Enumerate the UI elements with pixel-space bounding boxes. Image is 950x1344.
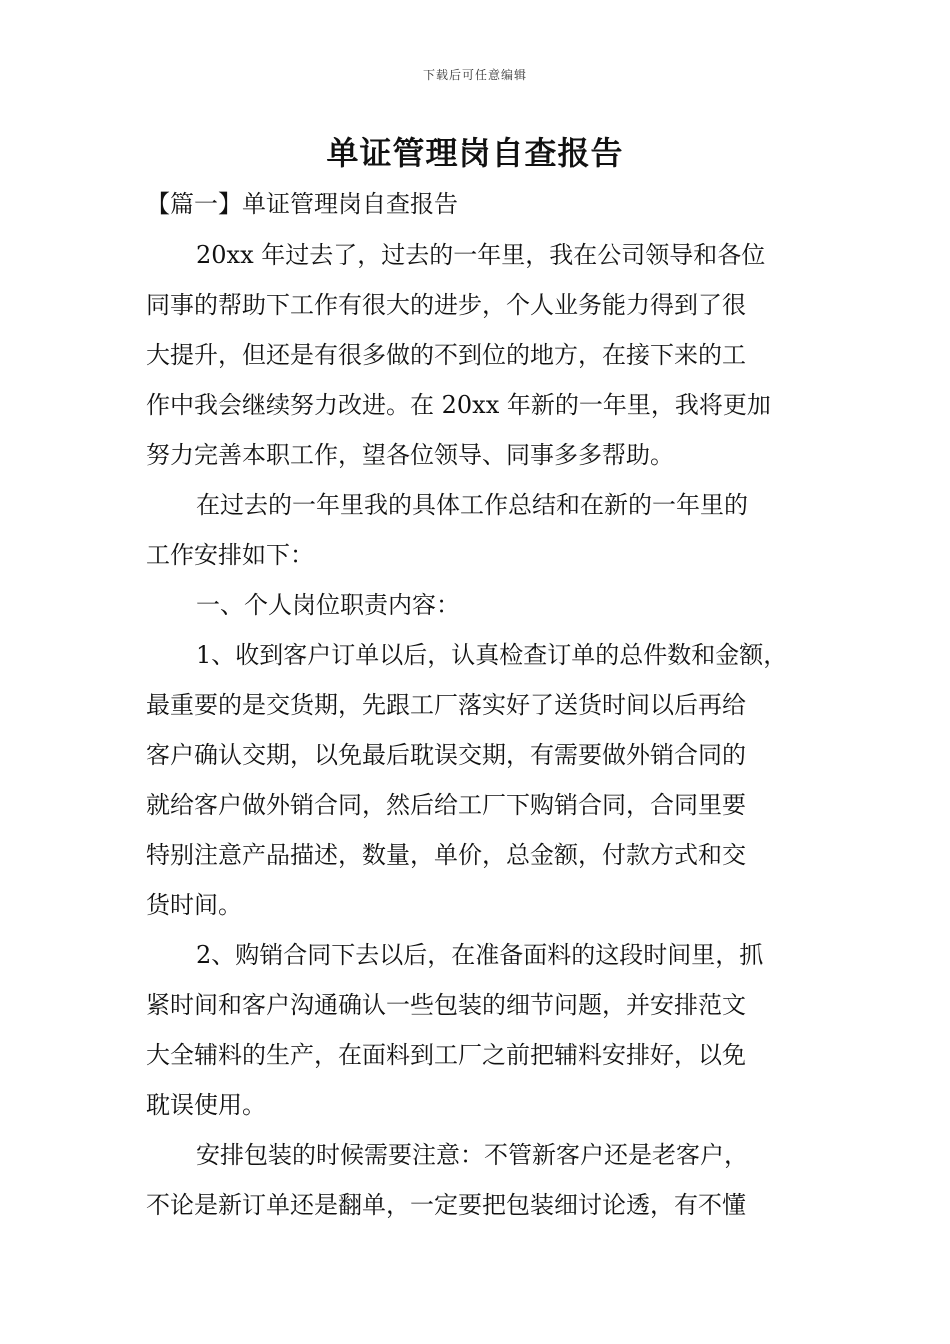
section-heading: 【篇一】单证管理岗自查报告 [146, 190, 458, 218]
body-line: 安排包装的时候需要注意：不管新客户还是老客户， [196, 1141, 748, 1169]
body-line: 努力完善本职工作，望各位领导、同事多多帮助。 [146, 441, 674, 469]
body-line: 工作安排如下： [146, 541, 314, 569]
body-line: 紧时间和客户沟通确认一些包装的细节问题，并安排范文 [146, 991, 746, 1019]
body-line: 作中我会继续努力改进。在 20xx 年新的一年里，我将更加 [146, 391, 771, 419]
body-line: 最重要的是交货期，先跟工厂落实好了送货时间以后再给 [146, 691, 746, 719]
body-line: 耽误使用。 [146, 1091, 266, 1119]
body-line: 一、个人岗位职责内容： [196, 591, 460, 619]
body-line: 就给客户做外销合同，然后给工厂下购销合同，合同里要 [146, 791, 746, 819]
header-note: 下载后可任意编辑 [422, 68, 527, 82]
document-title: 单证管理岗自查报告 [326, 134, 624, 172]
body-line: 1、收到客户订单以后，认真检查订单的总件数和金额， [196, 641, 788, 669]
body-line: 在过去的一年里我的具体工作总结和在新的一年里的 [196, 491, 748, 519]
body-line: 客户确认交期，以免最后耽误交期，有需要做外销合同的 [146, 741, 746, 769]
body-line: 2、购销合同下去以后，在准备面料的这段时间里，抓 [196, 941, 764, 969]
body-line: 20xx 年过去了，过去的一年里，我在公司领导和各位 [196, 241, 766, 269]
body-line: 同事的帮助下工作有很大的进步，个人业务能力得到了很 [146, 291, 746, 319]
body-line: 大全辅料的生产，在面料到工厂之前把辅料安排好，以免 [146, 1041, 746, 1069]
body-line: 大提升，但还是有很多做的不到位的地方，在接下来的工 [146, 341, 746, 369]
body-line: 不论是新订单还是翻单，一定要把包装细讨论透，有不懂 [146, 1191, 746, 1219]
body-line: 特别注意产品描述，数量，单价，总金额，付款方式和交 [146, 841, 746, 869]
body-line: 货时间。 [146, 891, 242, 919]
